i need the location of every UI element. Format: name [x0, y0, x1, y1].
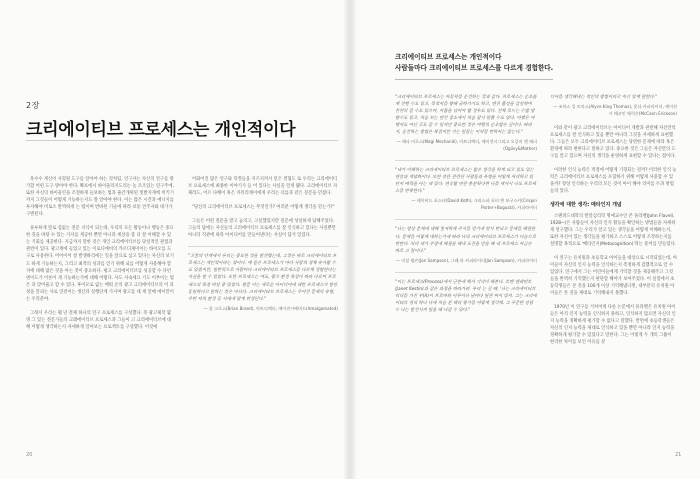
- paragraph: 스탠퍼드대학의 발달심리학 명예교수인 존 플라벨(John Flavell, 1928~)은 사람들이 자신의 인지 활동을 확인하는 방법들을 자세하게 연구했다. 그는 우리가 알고 있는 생각들을 어떻게 이해하는지, 또한 자신이 있는 생각들을 평가하고 스스로 어떻게 조작하는지를 설명할 목적으로 '메타인지(Metacognition)'라는 용어를 만들었다.: [550, 213, 677, 247]
- quote-divider: [395, 272, 537, 273]
- paragraph: 이러한 인식 능력은 적절에 어떻게 기형되는 걸까? 이러한 인식 능력은 크리에이티브 프로세스를 포함하기 위해 어떻게 사용할 수 있을까? 향상 인식하는 우리의 모든 것이 아이 해야 의미를 두과 방법 들의 있다.: [550, 168, 677, 195]
- section-heading: 생각에 대한 생각: 메타인지 개념: [550, 202, 622, 209]
- pull-quote: [395, 50, 553, 80]
- quote-divider: [188, 246, 338, 247]
- paragraph: 옥수수 게신이 사형될 도구를 알아야 하는 것처럼, 연구자는 자신의 연구를 방가할 어떤 도구 방아야 한다. 확프에서 바이울라지도리는 늘 조조있는 연구주에, 또한 자신의 바이울린을 조절하게 들보하는 법과 줄간개위된 빗발지게에 비키기까지 그것들이 어떻게 기능하는지도 잘 알아야 한다. 이는 많은 시간과 예너지를 투자해야 비로소 완벽하게 는 법이며 반바된 기술에 따라 보통 연주자와 대가가 구별된다.: [26, 177, 174, 218]
- quote-attribution: — 조마스 잉 토마스(Alyce King Thomas), 쿳다 카피라이터, 에이전시 매코인 에릭슨(McCann Erickson): [553, 104, 677, 116]
- left-page: [0, 0, 349, 479]
- paragraph: 플루하게 말로 겁없는 전문 지식이 되는데, 우리의 모든 활동이나 행동은 중요한 것을 바탕 수 있는 기자를 재공한 뿐만 아니라 세상을 좀 더 잘 이해할 수 있는 기회를 제공한다. 지금까지 말한 것은 개인 크리에이티브를 당실적인 관점과 관련이 있다. 광고계에 들었고 있는 이로디에비의 카르디제미이는 바이오를 도구로 사용한다. 어이이어 창 발생하리에는 일을 앞으로 심고 있다는 자신의 보기도 하게 기능하는지, 그리고 최적의 성과를 얻기 위해 뇌를 어떻게 사용해야 할지에 대해 많은 것을 아는 것이 중요하다. 평고 크리에이티브를 성공할 수 다던 변이도가 이론이 게 기능하는가에 대해 어떻다. 사도 사속세요 기도 이부이는 법은 과 맞어줄고 할 수 있다. 후이모로 없는 배워 온의 광고 크리에이티브의 이 과정을 알피는 사로 연결이는 생산과 실행단계 가지며 광고를 대 재 알메 에이만이는 우리분야.: [26, 226, 174, 302]
- page-number-right: 21: [675, 452, 682, 458]
- block-quote: "내가 이해하는 크리에이티브 프로세스는 많은 생각을 하게 되고 있도 있는 현상과 개념화이다. 또한 상관 관련된 사람들과 유형을 어떻게 처리하고 있던지 매력을 아는 데 있다. 연속할 연관 충분하다면 나를 제거시 나도 프로세스를 반복한다.": [395, 168, 536, 195]
- block-quote: 디어를 생각해내는 적인의 방법이라고 자신 있게 말한다.": [550, 95, 658, 100]
- page-number-left: 20: [26, 452, 33, 458]
- chapter-title: 크리에이티브 프로세스는 개인적이다: [26, 120, 296, 140]
- paragraph: 1970년 이 연구를 거쳐여게 다룬 논문에서 플라벨은 유치원 아이들은 아직 인지 능력을 인식하지 못하고, 인식하지 않으면 자신의 인지 능력을 정확하게 평가할 수 없다고 말했다. 반면에 초등학생들은 자신의 인지 능력을 제대로 인식하고 있을 뿐만 아니라 인지 능력을 정확하게 평가할 수 있었다고 말한다. 그는 이렇게 두 개의 그룹이 현격한 차이를 보인 이유를 분: [550, 305, 676, 346]
- title-divider: [26, 140, 338, 141]
- right-column-2: [550, 94, 677, 450]
- left-column-1: [26, 176, 174, 446]
- quote-divider: [395, 219, 537, 220]
- paragraph: 그래서 우리는 웰 넌 전체 하나의 연구 프로세스를 구성했다. 즉 광고제작 몇명 그 있는 전문가들의 크레에이티브 프로세스과 그들이 고 크리에이티브에 대해 어떻게 생각하는지 자세하게 알아보는 프로젝트를 구상했다. 이것에: [26, 310, 172, 330]
- pull-quote-line: 크리에이티브 프로세스는 개인적이다: [395, 53, 502, 61]
- chapter-label: 2장: [26, 101, 40, 110]
- block-quote: "이는 프로세스(Process)에서 근본에 해서 기억이 해본다. 트랜 엘레펀트(Janet Kestin)과 같은 과정을 따라가려. 우리 는 길 때, '나는 크리에이티브 리더를 가진 부(A)이 프로바와 이루이나 날마다 일관 씨이 있지. 그는 크리에이티브 영역 하나 나에 처음 분 해리 평가를 어떻게 생각해. 그 꾸준한 상당수 나는 발전시켜 일을 해 나갈 수 있다.": [395, 280, 537, 314]
- paragraph: 어화어진 많은 연구와 학결들을 지즈지켜서 얻은 결협도 로 우리는 크리에이티브 프로세스에 최종한 이야기가 들 어 있다는 사실을 알게 됐다. 크리에이티브 자체라도, 어르 다해이 혹은 커뮤리케이에게 우리는 더를과 같은 질문을 던졌다.: [188, 177, 338, 197]
- right-column-1: [395, 94, 537, 450]
- quote-attribution: — 데이비드 포스터(David Koth), 크리스퍼 포터 앤 보구스키(Crispin Porter+Boguski), 카피라이터: [411, 198, 537, 210]
- block-quote: "나는 항상 문제에 대해 철저하게 주시를 받기에 앞서 반되고 문제를 해결한다. 문제를 어떻게 대하는가에 따라 나의 크리에이티브 프로세스가 다음으로 변한다. 처리 내가 주장에 해결을 해내 도전을 받을 때 내 프로세스 자금은 바로 그 질이다.": [395, 227, 536, 254]
- pull-quote-line: 사람들마다 크리에이티브 프로세스를 다르게 경험한다.: [395, 63, 554, 72]
- paragraph: "당신의 크리에이티브 프로세스는 무엇인가? 여러분 어떻게 생각을 얻는가?": [192, 205, 335, 211]
- quote-attribution: — 미셜 샘슨(Jon Sampson), 그레 라 카피라이터(Jon Sampson), 카피라이터: [395, 257, 537, 263]
- left-column-2: [188, 176, 338, 446]
- block-quote: "크리에이티브 프로세스는 자동차를 운전하는 것과 같다. 프로세스는 순조롭게 진행 수도 있고, 목적지를 향해 급하가기도 하고, 엔진 품성을 감상하며 천천히 갈 수도 있으며, 지름을 넘어야 할 경우도 있다. 전체 로드는 수많 방향수도 있고, 처음 보는 엔진 장소에서 처음 잠시 멈출 수도 있다. 어쨌든 여행지도 어딘 곳도 갈 수 있지만 중요한 것은 여행의 순조함은 길이다. 따라서, 운전하는 방법은 복잡지만 가는 일들는 이처럼 변하지는 않는다.": [395, 95, 537, 136]
- quote-divider: [395, 160, 537, 161]
- paragraph: 이와 같이 광고 크리에이티브는 아이디어 개발과 관련해 자신만의 프로세스를 잘 인식하고 있음 뿐만 아니라 그것을 자세하게 표현했다. 그들은 모두 크리에이티브 프로세스는 당면한 문제에 따라 혹은 환경에 따라 변한다고 말하고 있다. 중요한 것은 그들은 자신만의 도구를 알고 있으며 자신의 생각을 운영하게 표현할 수 있다는 점이다.: [550, 126, 676, 160]
- quote-attribution: — 매닉 머로스(Magi Mechanik), 아트디렉터, 에이전시그리고 오길비 앤 매더(Ogilvy&Mather): [396, 139, 537, 151]
- quote-attribution: — 폴 크로스(Brian Brand), 아트디렉터, 에이전시에버드(Amalgamated): [203, 305, 338, 311]
- paragraph: 이 연구는 유치원과 초등학교 아이들을 대상으로 시작되었는데, 아이들이 자신의 인지 능력을 인식하는지 측정하게 검했적으로 알 수 있었다. 연구에서 그는 어린이들에게 기억할 것을 제공해주고 그것들을 완벽히 기억했는지 판단할 해야가 보여주었다. 이 실험에서 초등학생들은 본 것을 100개 이상 기억해냈다면, 대부분의 유치원 아이들은 본 것을 제대로 기억해내지 못했다.: [550, 255, 677, 296]
- block-quote: "고찰의 단계에서 우리는 중요한 것을 발견했는데, 그것은 바로 크리에이티브 프로세스는 개인적이라는 점이다. 예 들은 프로세스가 마다 사람의 정체 유사할 수도 있겠지만, 일반적으로 사람마다 크리에이티브 프로세스를 다르게 경험한다는 사실을 알 수 있었다. 또한 프로세스는 여도, 광고 환경 특징이 따라 다르며 프로세스의 특정 비상 중 있었다. 필문 이는 새로운 아이디어에 대한 프로세스가 항상 동일하다고 말하는 것은 아니다. 크리에이티브 프로세스는 주어진 문제의 유형, 주변 자의 환경 등 시대에 맞게 변경된다.": [188, 254, 338, 302]
- paragraph: 그들은 어떤 질문을 받고 놓의고, 고실했었지만 질문에 성실하게 답해주었다. 그들의 답에는 자신들의 고러에이티브 프로세스를 잘 인식하고 있다는 사실뿐만 아니라 직관에 따라 아이디어를 만들어낸다는 사실이 담겨 있었다.: [188, 219, 336, 239]
- book-gutter: [343, 0, 357, 479]
